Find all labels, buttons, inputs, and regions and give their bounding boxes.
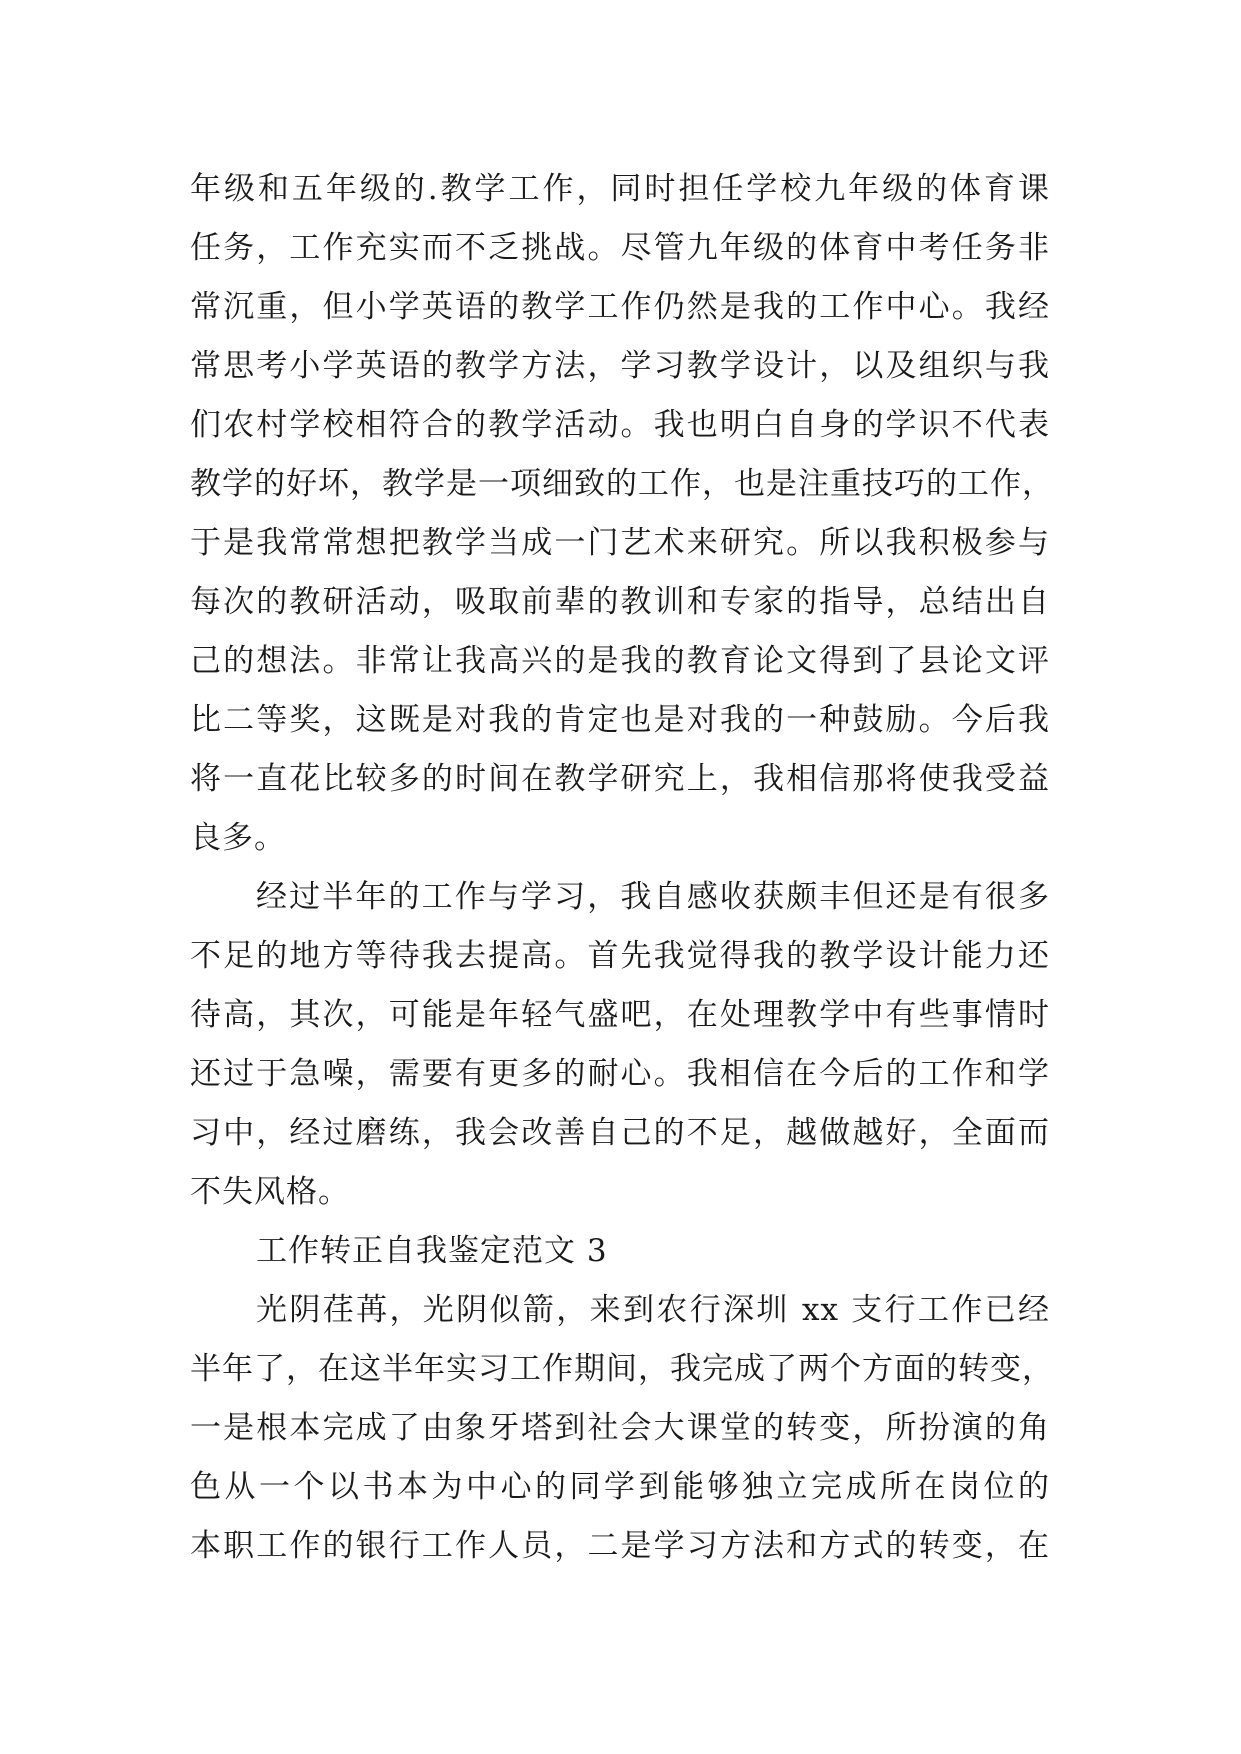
text-line: 教学的好坏，教学是一项细致的工作，也是注重技巧的工作， [190, 466, 1054, 502]
text-line: 年级和五年级的.教学工作，同时担任学校九年级的体育课 [190, 171, 1050, 207]
text-line: 光阴荏苒，光阴似箭，来到农行深圳 xx 支行工作已经 [256, 1292, 1050, 1328]
section-heading: 工作转正自我鉴定范文 3 [256, 1233, 608, 1269]
text-line: 不足的地方等待我去提高。首先我觉得我的教学设计能力还 [190, 938, 1050, 974]
text-line: 良多。 [190, 820, 286, 856]
text-line: 待高，其次，可能是年轻气盛吧，在处理教学中有些事情时 [190, 997, 1050, 1033]
text-line: 任务，工作充实而不乏挑战。尽管九年级的体育中考任务非 [190, 230, 1050, 266]
text-line: 不失风格。 [190, 1174, 350, 1210]
text-line: 比二等奖，这既是对我的肯定也是对我的一种鼓励。今后我 [190, 702, 1050, 738]
text-line: 色从一个以书本为中心的同学到能够独立完成所在岗位的 [190, 1469, 1050, 1505]
text-line: 于是我常常想把教学当成一门艺术来研究。所以我积极参与 [190, 525, 1050, 561]
text-line: 将一直花比较多的时间在教学研究上，我相信那将使我受益 [190, 761, 1050, 797]
text-line: 常思考小学英语的教学方法，学习教学设计，以及组织与我 [190, 348, 1050, 384]
text-line: 本职工作的银行工作人员，二是学习方法和方式的转变，在 [190, 1528, 1050, 1564]
text-line: 习中，经过磨练，我会改善自己的不足，越做越好，全面而 [190, 1115, 1050, 1151]
text-line: 半年了，在这半年实习工作期间，我完成了两个方面的转变， [190, 1351, 1054, 1387]
text-line: 经过半年的工作与学习，我自感收获颇丰但还是有很多 [256, 879, 1050, 915]
document-page [190, 160, 1054, 1576]
text-line: 常沉重，但小学英语的教学工作仍然是我的工作中心。我经 [190, 289, 1050, 325]
text-line: 还过于急噪，需要有更多的耐心。我相信在今后的工作和学 [190, 1056, 1050, 1092]
text-line: 每次的教研活动，吸取前辈的教训和专家的指导，总结出自 [190, 584, 1050, 620]
text-line: 一是根本完成了由象牙塔到社会大课堂的转变，所扮演的角 [190, 1410, 1050, 1446]
text-line: 己的想法。非常让我高兴的是我的教育论文得到了县论文评 [190, 643, 1050, 679]
text-line: 们农村学校相符合的教学活动。我也明白自身的学识不代表 [190, 407, 1050, 443]
